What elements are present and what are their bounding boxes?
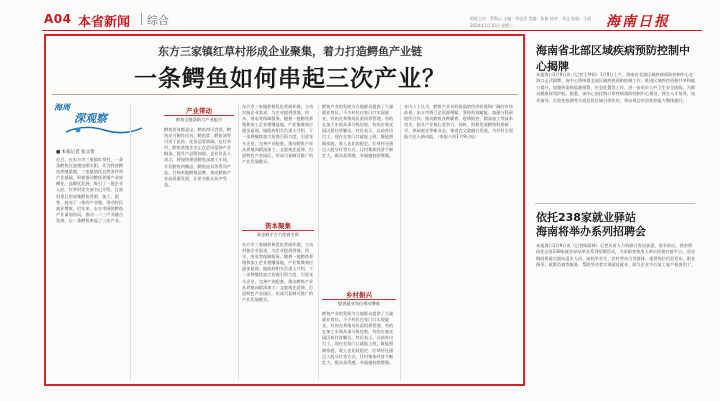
article-column-3b: 东方市三家镇积极优化营商环境，主动对接企业需求，为企业提供用地、用水、用电等保障服务。随着一批鳄鱼养殖和加工企业相继落地，产业集聚效应逐步显现。镇政府相关负责人介绍，下一步将继续加大招商引资力度，引进龙头企业，完善产业配套，推动鳄鱼产业从养殖向精深加工、文旅观光延伸，打造特色产业园区，形成可复制可推广的产业发展模式。 (242, 242, 314, 302)
article-column-5: 业内人士认为，鳄鱼产业具有较高的经济价值和广阔的市场前景。东方市将立足资源禀赋，坚持科技赋能，加强与科研院所合作，推动鳄鱼良种繁育、疫病防控、精深加工等技术攻关，提升产业核心竞争力。同时，积极发展鳄鱼科普研学、休闲观光等新业态，推进农文旅融合发展，为乡村全面振兴注入新动能。（本报八所1月9日电） (404, 104, 513, 140)
article-column-4b: 鳄鱼产业的发展为当地群众提供了大量就业岗位。不少村民在家门口实现就业，有的在养殖场负责饲养管理，有的在加工车间从事分拣包装，有的在观光园区担任讲解员。村民表示，以前外出打工，现在在家门口就能上班，既能照顾家庭，收入也比较稳定。红草村还通过入股分红等方式，让村集体经济不断壮大，群众获得感、幸福感持续增强。 (322, 311, 394, 365)
subhead-3-rule (322, 299, 396, 300)
subhead-1-dek: 鳄鱼全链条助力产业振兴 (175, 117, 223, 122)
subhead-1-rule (164, 115, 234, 116)
page-number: A04 (44, 12, 72, 26)
article-column-3: 东方市三家镇积极优化营商环境，主动对接企业需求，为企业提供用地、用水、用电等保障服务。随着一批鳄鱼养殖和加工企业相继落地，产业集聚效应逐步显现。镇政府相关负责人介绍，下一步将继续加大招商引资力度，引进龙头企业，完善产业配套，推动鳄鱼产业从养殖向精深加工、文旅观光延伸，打造特色产业园区，形成可复制可推广的产业发展模式。 (242, 104, 314, 164)
column-divider (400, 104, 401, 380)
article-column-4: 鳄鱼产业的发展为当地群众提供了大量就业岗位。不少村民在家门口实现就业，有的在养殖场负责饲养管理，有的在加工车间从事分拣包装，有的在观光园区担任讲解员。村民表示，以前外出打工，现在在家门口就能上班，既能照顾家庭，收入也比较稳定。红草村还通过入股分红等方式，让村集体经济不断壮大，群众获得感、幸福感持续增强。 (322, 104, 394, 158)
sidebar-divider (535, 203, 695, 204)
column-divider (238, 104, 239, 380)
badge-title: 深观察 (74, 112, 107, 125)
column-divider (130, 104, 131, 380)
article-headline: 一条鳄鱼如何串起三次产业？ (134, 66, 446, 92)
swirl-decoration-icon (64, 124, 144, 136)
sidebar-story-2-headline-2: 海南将举办系列招聘会 (536, 225, 646, 238)
badge-prefix: 海周 (54, 103, 70, 112)
column-divider (318, 104, 319, 380)
sidebar-story-2-headline-1: 依托238家就业驿站 (536, 211, 636, 224)
subhead-2: 资本聚集 (265, 222, 291, 230)
section-separator (141, 13, 142, 25)
newspaper-logo: 海南日报 (606, 14, 670, 30)
subhead-2-dek: 政企联手合力招商引资 (257, 232, 299, 237)
article-kicker: 东方三家镇红草村形成企业聚集，着力打造鳄鱼产业链 (158, 45, 422, 58)
article-byline: ■ 本报记者 张文资 (56, 150, 95, 155)
headline-rule (52, 94, 518, 95)
subhead-3-dek: 提供就业岗位带动增收 (338, 301, 380, 306)
article-column-1: 近日，在东方市三家镇红草村，一条条鳄鱼在池塘边晒太阳。作为我省鳄鱼养殖重镇，三家镇依托自然条件和产业基础，积极推动鳄鱼养殖产业规模化、品牌化发展，吸引了一批企业入驻。红草村党支部书记介绍，目前村里已形成集鳄鱼养殖、加工、销售、观光于一体的产业链，带动村民就业增收。近年来，东方市围绕鳄鱼产业谋划布局，推动一二三产业融合发展，让一条鳄鱼串起了三次产业。 (56, 157, 124, 223)
subsection-name: 综合 (147, 14, 169, 27)
column-badge (54, 100, 158, 144)
sidebar-story-2-body: 本报海口1月9日讯（记者陈蔚林）记者从省人力资源开发局获悉，春节前后，我省将依托全省238家就业驿站举办系列招聘活动，为求职者和用人单位搭建对接平台。活动期间将重点面向返乡人员、高校毕业生、农村劳动力等群体，提供岗位信息发布、职业指导、政策咨询等服务，帮助劳动者实现就近就业，助力企业节后复工复产稳岗用工。 (536, 243, 696, 268)
section-name: 本省新闻 (78, 15, 131, 30)
header-rule (42, 30, 702, 31)
subhead-2-rule (242, 230, 314, 231)
sidebar-story-1-body: 本报海口1月9日讯（记者王梦晗）1月9日上午，海南省北部区域疾病预防控制中心在海口正式揭牌。该中心将统筹北部区域疾病预防控制工作，推进区域疾控资源共享和能力提升，加强传染病监测预警、应急处置等工作，进一步筑牢公共卫生安全防线，为群众健康保驾护航。据悉，该中心依托海口市疾病预防控制中心建设，将在人才培养、技术指导、实验室检测等方面发挥区域引领作用，带动周边市县疾控能力整体提升。 (536, 72, 696, 103)
sidebar-story-1-headline: 海南省北部区域疾病预防控制中心揭牌 (536, 44, 690, 73)
article-column-2: 鳄鱼浑身都是宝。鳄鱼肉可食用，鳄鱼皮可制作皮具，鳄鱼骨、鳄鱼油等可用于医药、化妆品等领域。在红草村，鳄鱼养殖企业正在尝试延伸产业链条，提升产品附加值。企业负责人表示，将加快建设鳄鱼深加工车间，开发鳄鱼肉制品、鳄鱼皮具等系列产品，打响本地鳄鱼品牌，推动鳄鱼产业高质量发展，让更多群众从中受益。 (164, 127, 232, 187)
editor-info: 值班主任：罗海云 主编：符史信 美编：张新 校对：邓文 检校：王丽 (470, 16, 592, 21)
issue-date: 2024年1月10日 星期三 (470, 23, 514, 28)
subhead-3: 乡村振兴 (346, 291, 372, 299)
subhead-1: 产业带动 (186, 107, 212, 115)
